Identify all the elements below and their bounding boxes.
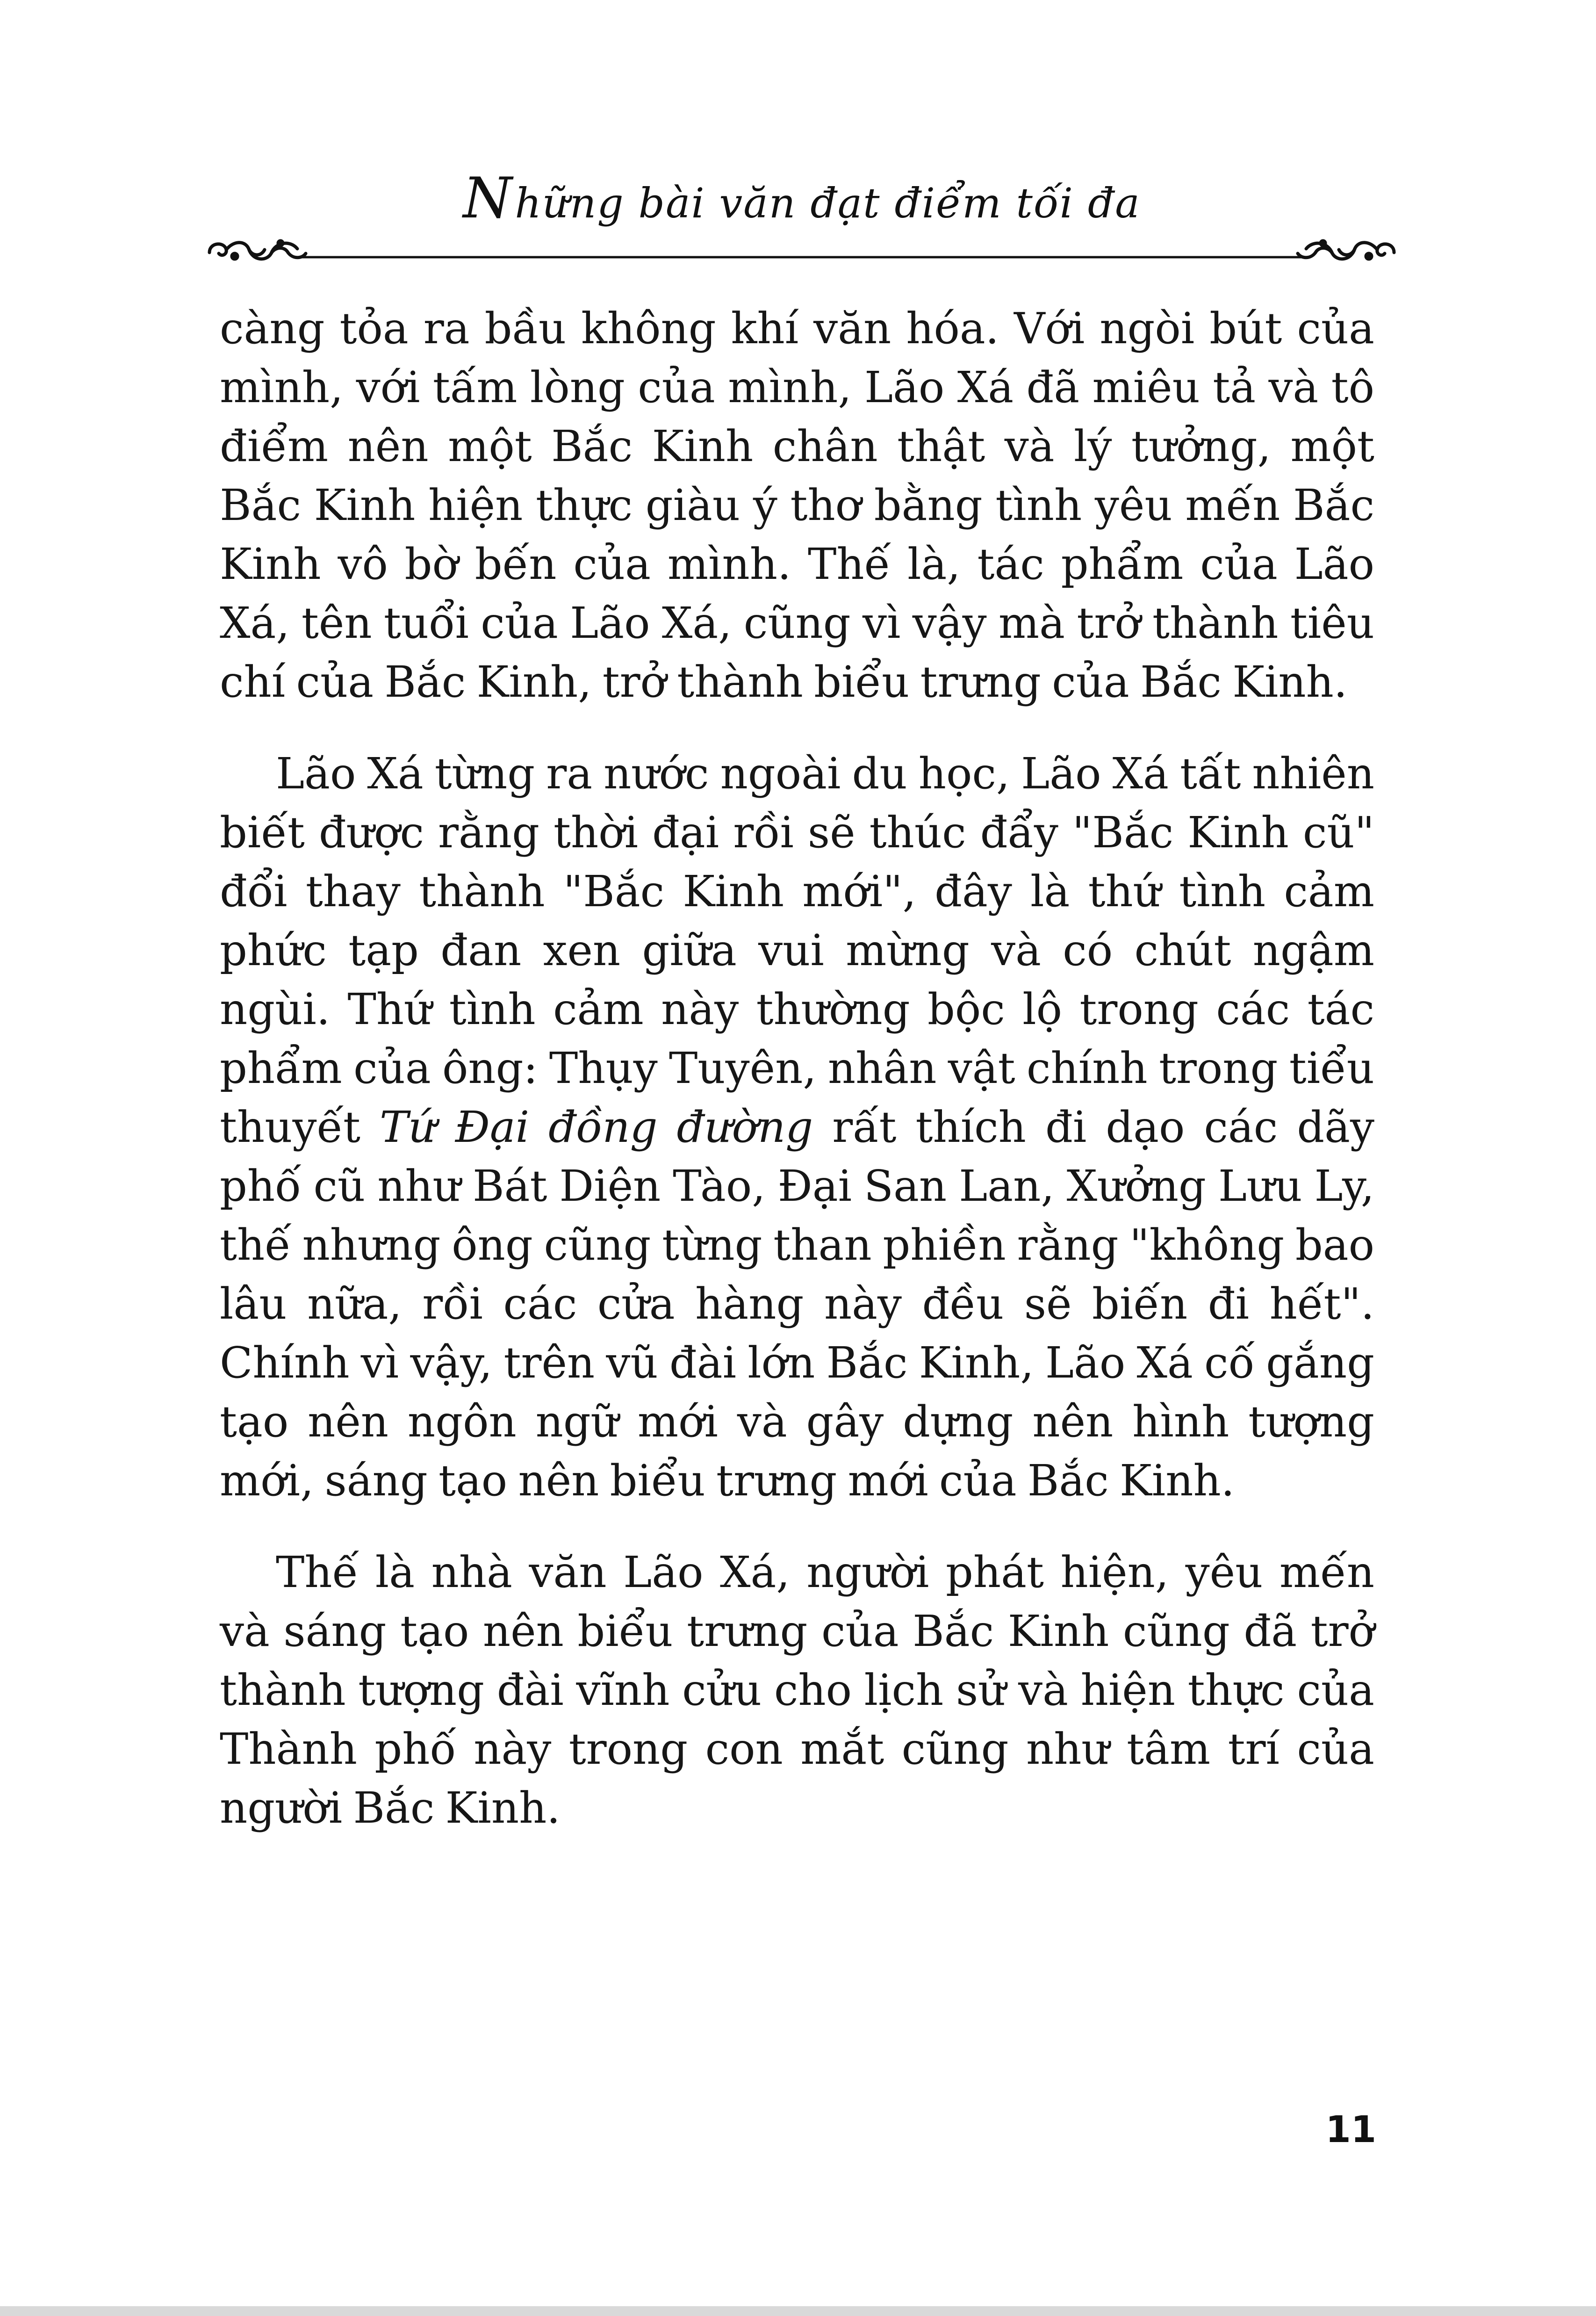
paragraph-2 [220, 744, 1374, 1510]
scroll-ornament-left-icon [209, 241, 306, 259]
page-number: 11 [1325, 2109, 1376, 2151]
paragraph-2-part-2: rất thích đi dạo các dãy phố cũ như Bát Diện Tào, Đại San Lan, Xưởng Lưu Ly, thế nhưng ông cũng từng than phiền rằng "không bao lâu nữa, rồi các cửa hàng này đều sẽ biến đi hết". Chính vì vậy, trên vũ đài lớn Bắc Kinh, Lão Xá cố gắng tạo nên ngôn ngữ mới và gây dựng nên hình tượng mới, sáng tạo nên biểu trưng mới của Bắc Kinh. [220, 1102, 1375, 1506]
book-title [206, 166, 1398, 231]
running-header [206, 140, 1398, 262]
paragraph-2-part-1: Lão Xá từng ra nước ngoài du học, Lão Xá tất nhiên biết được rằng thời đại rồi sẽ thúc đẩy "Bắc Kinh cũ" đổi thay thành "Bắc Kinh mới", đây là thứ tình cảm phức tạp đan xen giữa vui mừng và có chút ngậm ngùi. Thứ tình cảm này thường bộc lộ trong các tác phẩm của ông: Thụy Tuyên, nhân vật chính trong tiểu thuyết [220, 749, 1374, 1152]
body-text [220, 299, 1374, 1870]
paragraph-1: càng tỏa ra bầu không khí văn hóa. Với ngòi bút của mình, với tấm lòng của mình, Lão Xá đã miêu tả và tô điểm nên một Bắc Kinh chân thật và lý tưởng, một Bắc Kinh hiện thực giàu ý thơ bằng tình yêu mến Bắc Kinh vô bờ bến của mình. Thế là, tác phẩm của Lão Xá, tên tuổi của Lão Xá, cũng vì vậy mà trở thành tiêu chí của Bắc Kinh, trở thành biểu trưng của Bắc Kinh. [220, 303, 1374, 707]
title-initial: N [463, 166, 513, 231]
novel-title: Tứ Đại đồng đường [380, 1102, 813, 1152]
header-rule [206, 238, 1398, 266]
scroll-ornament-right-icon [1298, 241, 1394, 259]
scan-bottom-edge [0, 2306, 1596, 2316]
paragraph-3: Thế là nhà văn Lão Xá, người phát hiện, yêu mến và sáng tạo nên biểu trưng của Bắc Kinh cũng đã trở thành tượng đài vĩnh cửu cho lịch sử và hiện thực của Thành phố này trong con mắt cũng như tâm trí của người Bắc Kinh. [220, 1547, 1374, 1833]
title-rest: hững bài văn đạt điểm tối đa [515, 179, 1141, 227]
